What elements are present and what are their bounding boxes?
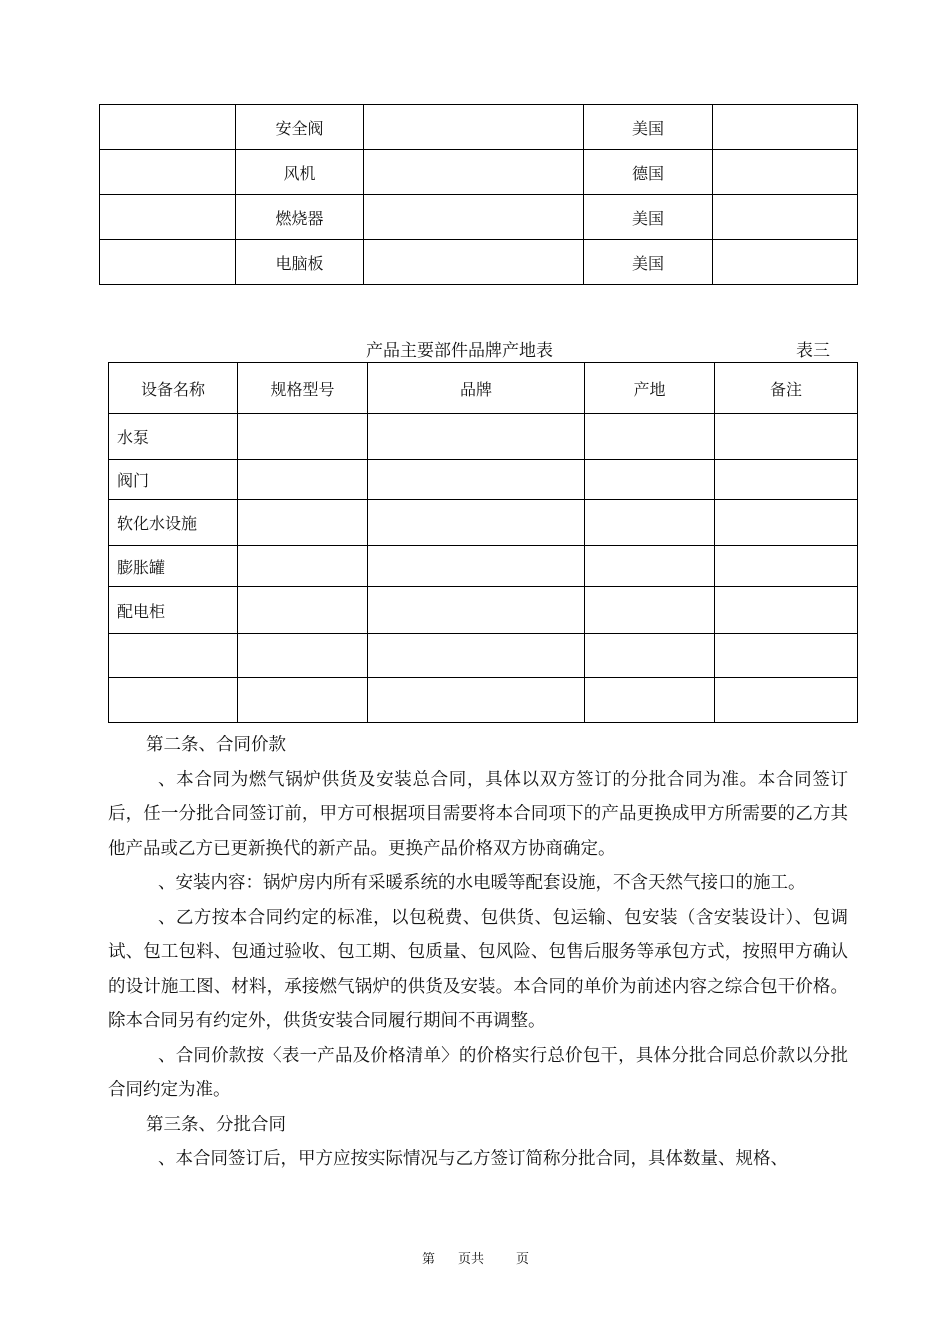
- table-cell: [100, 105, 236, 150]
- table-cell: [715, 634, 858, 678]
- table-cell: [715, 500, 858, 546]
- table-cell: [364, 105, 584, 150]
- article-heading: 第二条、合同价款: [146, 735, 286, 755]
- table-cell: [100, 150, 236, 195]
- table-cell: [368, 460, 585, 500]
- table-row: [100, 195, 858, 240]
- table-cell: [713, 105, 858, 150]
- table-title: 产品主要部件品牌产地表: [366, 341, 553, 361]
- table-cell: [713, 150, 858, 195]
- table-row: [109, 634, 858, 678]
- equipment-name-cell: 水泵: [109, 414, 238, 460]
- table-row: [100, 105, 858, 150]
- column-header: 品牌: [368, 363, 585, 414]
- origin-cell: 美国: [584, 105, 713, 150]
- footer-page-label: 第: [422, 1252, 436, 1267]
- footer-pages-label: 页: [516, 1252, 530, 1267]
- table-cell: [100, 195, 236, 240]
- article-paragraph: 、本合同签订后，甲方应按实际情况与乙方签订简称分批合同，具体数量、规格、: [158, 1149, 788, 1169]
- table-cell: [585, 414, 715, 460]
- table-header-row: [109, 363, 858, 414]
- table-cell: [364, 240, 584, 285]
- table-cell: [713, 195, 858, 240]
- table-row: [100, 240, 858, 285]
- column-header: 设备名称: [109, 363, 238, 414]
- table-row: [109, 587, 858, 634]
- equipment-name-cell: 阀门: [109, 460, 238, 500]
- table-cell: [715, 678, 858, 723]
- part-name-cell: 风机: [236, 150, 364, 195]
- table-row: [109, 500, 858, 546]
- table-cell: [368, 500, 585, 546]
- table-cell: [238, 500, 368, 546]
- table-row: [109, 414, 858, 460]
- table-cell: [585, 460, 715, 500]
- column-header: 规格型号: [238, 363, 368, 414]
- table-cell: [238, 587, 368, 634]
- origin-cell: 德国: [584, 150, 713, 195]
- table-cell: [238, 634, 368, 678]
- table-cell: [368, 678, 585, 723]
- table-cell: [364, 150, 584, 195]
- column-header: 产地: [585, 363, 715, 414]
- article-paragraph: 、本合同为燃气锅炉供货及安装总合同，具体以双方签订的分批合同为准。本合同签订后，任一分批合同签订前，甲方可根据项目需要将本合同项下的产品更换成甲方所需要的乙方其他产品或乙方已更新换代的新产品。更换产品价格双方协商确定。: [108, 769, 848, 859]
- equipment-name-cell: 配电柜: [109, 587, 238, 634]
- contract-body: [108, 728, 848, 1177]
- article-paragraph: 、乙方按本合同约定的标准，以包税费、包供货、包运输、包安装（含安装设计）、包调试、包工包料、包通过验收、包工期、包质量、包风险、包售后服务等承包方式，按照甲方确认的设计施工图、材料，承接燃气锅炉的供货及安装。本合同的单价为前述内容之综合包干价格。除本合同另有约定外，供货安装合同履行期间不再调整。: [108, 907, 848, 1031]
- table-cell: [585, 587, 715, 634]
- table-row: [109, 546, 858, 587]
- equipment-name-cell: 软化水设施: [109, 500, 238, 546]
- table-cell: [364, 195, 584, 240]
- part-name-cell: 燃烧器: [236, 195, 364, 240]
- article-paragraph: 、合同价款按〈表一产品及价格清单〉的价格实行总价包干，具体分批合同总价款以分批合同约定为准。: [108, 1045, 848, 1100]
- part-name-cell: 安全阀: [236, 105, 364, 150]
- footer-of-label: 页共: [458, 1252, 485, 1267]
- origin-cell: 美国: [584, 195, 713, 240]
- column-header: 备注: [715, 363, 858, 414]
- table-cell: [368, 634, 585, 678]
- parts-origin-table-continued: [99, 104, 858, 285]
- article-heading: 第三条、分批合同: [146, 1114, 286, 1135]
- equipment-name-cell: [109, 678, 238, 723]
- table-number: 表三: [796, 341, 830, 361]
- table-cell: [238, 414, 368, 460]
- table-cell: [368, 546, 585, 587]
- table-row: [109, 460, 858, 500]
- origin-cell: 美国: [584, 240, 713, 285]
- table-cell: [715, 546, 858, 587]
- table-cell: [585, 634, 715, 678]
- table-cell: [238, 460, 368, 500]
- table-cell: [715, 587, 858, 634]
- table-caption: [108, 336, 856, 360]
- brand-origin-table: [108, 362, 858, 723]
- table-cell: [715, 414, 858, 460]
- table-cell: [715, 460, 858, 500]
- table-cell: [368, 587, 585, 634]
- table-cell: [585, 678, 715, 723]
- equipment-name-cell: 膨胀罐: [109, 546, 238, 587]
- equipment-name-cell: [109, 634, 238, 678]
- table-cell: [585, 546, 715, 587]
- table-cell: [238, 678, 368, 723]
- table-cell: [713, 240, 858, 285]
- table-cell: [368, 414, 585, 460]
- part-name-cell: 电脑板: [236, 240, 364, 285]
- article-paragraph: 、安装内容：锅炉房内所有采暖系统的水电暖等配套设施，不含天然气接口的施工。: [158, 873, 806, 893]
- table-row: [109, 678, 858, 723]
- table-cell: [585, 500, 715, 546]
- table-cell: [238, 546, 368, 587]
- table-cell: [100, 240, 236, 285]
- table-row: [100, 150, 858, 195]
